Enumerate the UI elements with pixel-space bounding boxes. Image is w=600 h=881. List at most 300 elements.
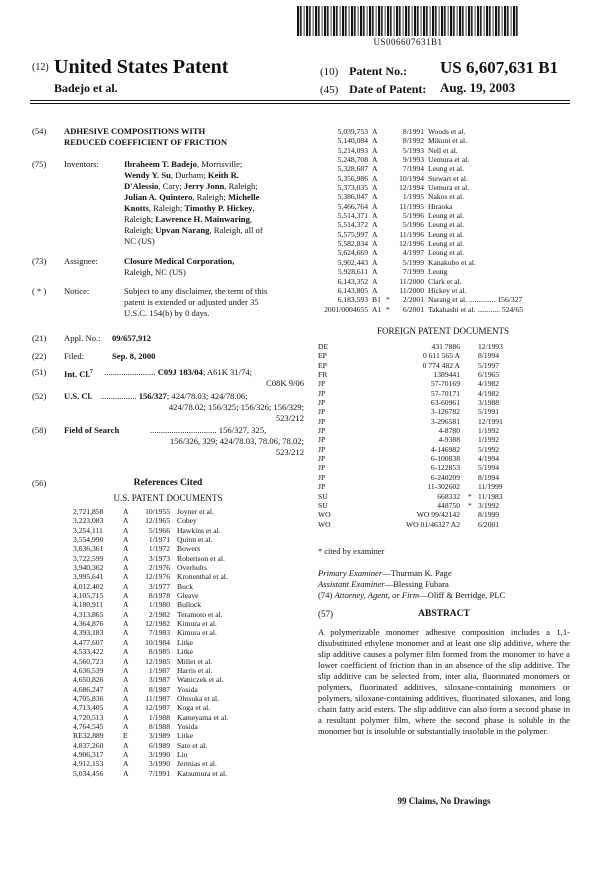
claims-count: 99 Claims, No Drawings <box>397 796 491 806</box>
reference-row <box>73 554 305 563</box>
notice-line: patent is extended or adjusted under 35 <box>124 297 259 307</box>
ref-number: 4,477,607 <box>73 637 104 647</box>
ref-number: 4,533,422 <box>73 647 104 657</box>
examiners-block <box>318 568 578 601</box>
ref-name: Leung et al. <box>428 239 465 249</box>
ref-number: 3,223,083 <box>73 516 104 526</box>
ref-date: 3/1977 <box>148 581 170 591</box>
ref-date: 5/1966 <box>148 525 170 535</box>
reference-row <box>73 591 305 600</box>
ref-date: 10/1955 <box>145 507 170 516</box>
inventor-line: Ibraheem T. Badejo, Morrisville; <box>124 159 243 169</box>
barcode-bar <box>432 6 434 36</box>
ref-number: 4,560,723 <box>73 656 104 666</box>
reference-row <box>73 563 305 572</box>
foreign-row <box>318 520 570 529</box>
barcode-bar <box>390 6 392 36</box>
fos-line3: 523/212 <box>275 447 304 457</box>
ref-name: Kimura et al. <box>177 628 217 638</box>
patent-number-label-text: Patent No.: <box>349 64 408 78</box>
reference-row <box>73 647 305 656</box>
ref-date: 3/1990 <box>148 749 170 759</box>
uscl-line2: 424/78.02; 156/325; 156/326; 156/329; <box>168 402 304 412</box>
barcode-bar <box>315 6 317 36</box>
ref-kind: A <box>123 647 129 657</box>
primary-examiner <box>318 568 578 579</box>
primary-examiner-label: Primary Examiner <box>318 568 383 578</box>
barcode-bar <box>493 6 494 36</box>
ref-name: Waniczek et al. <box>177 675 224 685</box>
ref-number: 5,214,093 <box>337 145 368 155</box>
foreign-number: WO 01/46327 A2 <box>406 519 460 529</box>
reference-row <box>312 220 574 229</box>
reference-row <box>312 295 574 304</box>
title-line-1: ADHESIVE COMPOSITIONS WITH <box>64 126 206 136</box>
ref-date: 6/1989 <box>148 740 170 750</box>
us-cl-section <box>32 391 304 427</box>
foreign-date: 4/1994 <box>478 454 500 464</box>
ref-kind: A <box>123 563 129 573</box>
header-rule-thick <box>30 100 570 101</box>
foreign-country: JP <box>318 463 326 473</box>
assistant-examiner-name: —Blessing Fubara <box>384 579 449 589</box>
ref-name: Uemura et al. <box>428 155 470 165</box>
foreign-date: 3/1988 <box>478 398 500 408</box>
barcode-bar <box>313 6 314 36</box>
int-cl-section <box>32 367 304 391</box>
field-of-search-section <box>32 425 304 461</box>
intcl-label-wrap <box>64 367 93 380</box>
attorney-label: Attorney, Agent, or Firm <box>334 590 420 600</box>
patent-number-value: US 6,607,631 B1 <box>440 58 559 77</box>
ref-number: 5,466,764 <box>337 201 368 211</box>
foreign-row <box>318 463 570 472</box>
ref-date: 12/1965 <box>145 516 170 526</box>
inventors-label: Inventors: <box>64 159 99 169</box>
header-rule-thin <box>30 103 570 104</box>
ref-number: 4,105,715 <box>73 591 104 601</box>
ref-kind: A <box>372 155 378 165</box>
ref-name: Leung et al. <box>428 164 465 174</box>
barcode-bar <box>331 6 332 36</box>
ref-name: Leung <box>428 267 448 277</box>
uscl-dots: ................. <box>100 391 137 401</box>
foreign-country: DE <box>318 342 329 351</box>
ref-date: 2/1976 <box>148 563 170 573</box>
uscl-line1 <box>100 391 248 402</box>
ref-number: 6,143,352 <box>337 276 368 286</box>
reference-row <box>312 239 574 248</box>
ref-date: 7/1994 <box>402 164 424 174</box>
reference-row <box>73 526 305 535</box>
ref-date: 8/1985 <box>148 647 170 657</box>
title-section <box>32 126 302 150</box>
foreign-number: 11-302602 <box>427 482 460 492</box>
ref-kind: A <box>123 684 129 694</box>
appl-label: Appl. No.: <box>64 333 101 343</box>
ref-number: 5,386,047 <box>337 192 368 202</box>
ref-number: 5,248,708 <box>337 155 368 165</box>
barcode-bar <box>333 6 335 36</box>
foreign-number: 57-70171 <box>430 388 460 398</box>
ref-kind: A <box>123 525 129 535</box>
foreign-number: 448750 <box>437 500 460 510</box>
ref-name: Millet et al. <box>177 656 213 666</box>
barcode-bar <box>507 6 509 36</box>
foreign-country: EP <box>318 360 327 370</box>
ref-number: 4,705,836 <box>73 693 104 703</box>
barcode-bar <box>489 6 491 36</box>
abstract-heading <box>318 609 570 621</box>
ref-number: 2001/0004655 <box>324 304 368 314</box>
inventor-line: Julian A. Quintero, Raleigh; Michelle <box>124 192 260 202</box>
title-line-2: REDUCED COEFFICIENT OF FRICTION <box>64 137 228 147</box>
ref-kind: A <box>123 712 129 722</box>
notice-line: U.S.C. 154(b) by 0 days. <box>124 308 210 318</box>
foreign-date: 4/1982 <box>478 388 500 398</box>
barcode-bar <box>360 6 362 36</box>
ref-name: Nell et al. <box>428 145 458 155</box>
foreign-row <box>318 389 570 398</box>
foreign-country: SU <box>318 491 328 501</box>
ref-number: 4,393,183 <box>73 628 104 638</box>
barcode-bar <box>345 6 347 36</box>
barcode-bar <box>462 6 464 36</box>
ref-date: 6/2001 <box>402 304 424 314</box>
barcode-bar <box>444 6 446 36</box>
foreign-number: 63-60961 <box>430 398 460 408</box>
abstract-text: A polymerizable monomer adhesive composition includes a 1,1-disubstituted ethylene monomer and at least one slip additive, where the slip additive causes a polymer film formed from the monomer to have a lower coefficient of friction than in an absence of the slip additive. The slip additive can be selected from, inter alia, fluorinated monomers or polymers, fluorinated additives, siloxane-containing monomers or polymers, siloxane-containing additives, fluorinated siloxanes, and long chain fatty acid esters. The slip additive can also form a second phase in a resultant polymer film, where the second phase is soluble in the monomer but is insoluble or substantially insoluble in the polymer. <box>318 627 570 736</box>
barcode-bar <box>304 6 305 36</box>
ref-name: Bullock <box>177 600 202 610</box>
barcode-bar <box>396 6 398 36</box>
foreign-references <box>318 342 570 529</box>
ref-number: 4,713,405 <box>73 703 104 713</box>
fos-line1 <box>150 425 266 436</box>
ref-name: Yosida <box>177 721 198 731</box>
intcl-value-rest: ; A61K 31/74; <box>202 367 253 377</box>
reference-row <box>73 535 305 544</box>
fos-code: (58) <box>32 425 47 435</box>
barcode-bar <box>358 6 359 36</box>
ref-kind: A <box>372 248 378 258</box>
barcode-bar <box>441 6 443 36</box>
ref-name: Kimura et al. <box>177 619 217 629</box>
ref-date: 4/1997 <box>402 248 424 258</box>
reference-row <box>73 703 305 712</box>
barcode-bar <box>457 6 458 36</box>
uscl-code: (52) <box>32 391 47 401</box>
reference-row <box>73 628 305 637</box>
reference-row <box>312 267 574 276</box>
ref-number: 3,722,599 <box>73 553 104 563</box>
foreign-row <box>318 407 570 416</box>
ref-kind: A <box>372 145 378 155</box>
barcode-bar <box>399 6 401 36</box>
attorney <box>318 590 578 601</box>
appl-no-section <box>32 333 302 345</box>
assistant-examiner-label: Assistant Examiner <box>318 579 385 589</box>
ref-kind: B1 <box>372 295 381 305</box>
ref-name: Uemura et al. <box>428 183 470 193</box>
ref-date: 12/1985 <box>145 656 170 666</box>
barcode-bar <box>354 6 356 36</box>
ref-number: 5,328,687 <box>337 164 368 174</box>
foreign-number: 1389441 <box>433 370 460 380</box>
foreign-number: 0 774 482 A <box>422 360 460 370</box>
reference-row <box>312 230 574 239</box>
foreign-number: 57-70169 <box>430 379 460 389</box>
inventor-line: Wendy Y. Su, Durham; Keith R. <box>124 170 239 180</box>
ref-kind: A <box>372 276 378 286</box>
intcl-line1 <box>104 367 252 378</box>
reference-row <box>73 666 305 675</box>
ref-number: 5,575,997 <box>337 229 368 239</box>
barcode-bar <box>340 6 341 36</box>
ref-name: Gleave <box>177 591 199 601</box>
foreign-docs-title: FOREIGN PATENT DOCUMENTS <box>376 326 510 336</box>
barcode-bar <box>450 6 452 36</box>
ref-name: Kanakubo et al. <box>428 257 476 267</box>
foreign-country: WO <box>318 510 331 520</box>
ref-name: Clark et al. <box>428 276 462 286</box>
ref-kind: A <box>123 572 129 582</box>
foreign-country: EP <box>318 351 327 361</box>
barcode-bar <box>412 6 413 36</box>
uscl-value-rest: ; 424/78.03; 424/78.06; <box>166 391 248 401</box>
ref-kind: E <box>123 731 128 741</box>
barcode-bar <box>403 6 404 36</box>
foreign-country: JP <box>318 416 326 426</box>
ref-date: 8/1991 <box>402 127 424 136</box>
intcl-label: Int. Cl. <box>64 368 91 379</box>
foreign-date: 5/1994 <box>478 463 500 473</box>
barcode-bar <box>430 6 431 36</box>
ref-name: Cobey <box>177 516 197 526</box>
ref-kind: A <box>123 665 129 675</box>
ref-date: 11/2000 <box>399 276 424 286</box>
ref-date: 12/1982 <box>145 619 170 629</box>
filed-label: Filed: <box>64 351 85 361</box>
reference-row <box>73 759 305 768</box>
inventors-list <box>124 159 304 247</box>
ref-name: Litke <box>177 731 194 741</box>
ref-kind: A <box>372 192 378 202</box>
ref-kind: A <box>123 637 129 647</box>
ref-name: Leung et al. <box>428 220 465 230</box>
ref-date: 1/1987 <box>148 665 170 675</box>
reference-row <box>73 722 305 731</box>
ref-kind: A <box>123 516 129 526</box>
notice-line: Subject to any disclaimer, the term of this <box>124 286 268 296</box>
barcode-bar <box>322 6 323 36</box>
foreign-number: 3-296581 <box>430 416 460 426</box>
ref-star: * <box>386 304 390 314</box>
ref-name: Ohtsuka et al. <box>177 693 219 703</box>
ref-name: Liu <box>177 749 188 759</box>
barcode-bar <box>414 6 416 36</box>
ref-name: Harris et al. <box>177 665 213 675</box>
ref-number: 3,636,361 <box>73 544 104 554</box>
foreign-number: 3-126782 <box>430 407 460 417</box>
refs-title: References Cited <box>133 478 203 488</box>
ref-kind: A <box>372 173 378 183</box>
reference-row <box>73 638 305 647</box>
reference-row <box>73 507 305 516</box>
barcode-bar <box>495 6 497 36</box>
ref-date: 5/1996 <box>402 211 424 221</box>
foreign-row <box>318 482 570 491</box>
foreign-row <box>318 351 570 360</box>
ref-kind: A <box>123 600 129 610</box>
barcode-bar <box>516 6 518 36</box>
appl-value: 09/657,912 <box>112 333 151 343</box>
ref-date: 3/1989 <box>148 731 170 741</box>
fos-value: 156/327, 325, <box>218 425 267 435</box>
ref-date: 3/1973 <box>148 553 170 563</box>
foreign-number: 6-122853 <box>430 463 460 473</box>
ref-number: RE32,889 <box>73 731 104 741</box>
foreign-number: WO 99/42142 <box>416 510 460 520</box>
inventor-short: Badejo et al. <box>54 81 118 95</box>
ref-number: 6,183,593 <box>337 295 368 305</box>
ref-name: Buck <box>177 581 194 591</box>
ref-date: 11/1996 <box>399 229 424 239</box>
ref-kind: A1 <box>372 304 382 314</box>
ref-number: 5,356,986 <box>337 173 368 183</box>
inventor-line: D'Alessio, Cary; Jerry Jonn, Raleigh; <box>124 181 258 191</box>
ref-name: Sato et al. <box>177 740 208 750</box>
assignee-label: Assignee: <box>64 256 98 266</box>
ref-date: 5/1996 <box>402 220 424 230</box>
attorney-name: —Oliff & Berridge, PLC <box>419 590 506 600</box>
ref-name: Teramoto et al. <box>177 609 223 619</box>
barcode-bar <box>387 6 389 36</box>
reference-row <box>312 248 574 257</box>
ref-name: Leung et al. <box>428 248 465 258</box>
foreign-date: 11/1999 <box>478 482 503 492</box>
foreign-country: JP <box>318 482 326 492</box>
patent-number-code: (10) <box>320 66 339 78</box>
reference-row <box>73 769 305 778</box>
ref-number: 4,686,247 <box>73 684 104 694</box>
inventors-code: (75) <box>32 159 47 169</box>
ref-date: 8/1987 <box>148 684 170 694</box>
assistant-examiner <box>318 579 578 590</box>
ref-date: 7/1983 <box>148 628 170 638</box>
barcode-bar <box>459 6 461 36</box>
ref-name: Hickey et al. <box>428 285 467 295</box>
attorney-code: (74) <box>318 590 333 600</box>
reference-row <box>312 202 574 211</box>
ref-kind: A <box>123 703 129 713</box>
assignee-name: Closure Medical Corporation, <box>124 256 235 266</box>
foreign-date: 5/1992 <box>478 444 500 454</box>
ref-kind: A <box>123 759 129 769</box>
appl-code: (21) <box>32 333 47 343</box>
reference-row <box>73 675 305 684</box>
ref-date: 1/1988 <box>148 712 170 722</box>
barcode-bar <box>342 6 344 36</box>
ref-kind: A <box>123 768 129 778</box>
ref-date: 1/1980 <box>148 600 170 610</box>
barcode-bar <box>394 6 395 36</box>
patent-date-value: Aug. 19, 2003 <box>440 80 516 95</box>
ref-date: 5/1993 <box>402 145 424 155</box>
barcode-bar <box>363 6 365 36</box>
barcode-bar <box>475 6 476 36</box>
filed-section <box>32 351 302 363</box>
ref-number: 4,364,876 <box>73 619 104 629</box>
ref-name: Narang et al. .............. 156/327 <box>428 295 523 305</box>
foreign-number: 431 7886 <box>431 342 460 351</box>
filed-value: Sep. 8, 2000 <box>112 351 156 361</box>
ref-kind: A <box>372 229 378 239</box>
reference-row <box>73 741 305 750</box>
ref-name: Leung et al. <box>428 229 465 239</box>
barcode-bar <box>385 6 386 36</box>
patent-number-label <box>320 64 407 79</box>
foreign-country: FR <box>318 370 328 380</box>
ref-date: 1/1972 <box>148 544 170 554</box>
assignee-code: (73) <box>32 256 47 266</box>
barcode-bar <box>369 6 371 36</box>
ref-name: Mikuni et al. <box>428 136 468 146</box>
barcode-bar <box>466 6 467 36</box>
ref-number: 3,940,362 <box>73 563 104 573</box>
ref-number: 5,514,371 <box>337 211 368 221</box>
reference-row <box>73 713 305 722</box>
barcode-bar <box>423 6 425 36</box>
foreign-row <box>318 501 570 510</box>
barcode-bar <box>318 6 320 36</box>
ref-kind: A <box>123 581 129 591</box>
ref-date: 12/1976 <box>145 572 170 582</box>
barcode-bar <box>351 6 353 36</box>
reference-row <box>73 685 305 694</box>
barcode-bar <box>381 6 383 36</box>
foreign-country: WO <box>318 519 331 529</box>
foreign-date: 5/1991 <box>478 407 500 417</box>
abstract-code: (57) <box>318 609 333 619</box>
ref-kind: A <box>123 544 129 554</box>
ref-number: 5,902,443 <box>337 257 368 267</box>
foreign-row <box>318 445 570 454</box>
ref-number: 5,034,456 <box>73 768 104 778</box>
ref-kind: A <box>372 211 378 221</box>
foreign-country: JP <box>318 472 326 482</box>
reference-row <box>73 610 305 619</box>
ref-date: 10/1984 <box>145 637 170 647</box>
ref-kind: A <box>123 619 129 629</box>
foreign-country: JP <box>318 426 326 436</box>
reference-row <box>312 192 574 201</box>
foreign-date: 8/1999 <box>478 510 500 520</box>
barcode-bar <box>405 6 407 36</box>
barcode-bar <box>327 6 329 36</box>
abstract-title: ABSTRACT <box>418 609 470 619</box>
reference-row <box>312 305 574 314</box>
ref-kind: A <box>372 136 378 146</box>
intcl-code: (51) <box>32 367 47 377</box>
reference-row <box>312 136 574 145</box>
barcode-bar <box>477 6 479 36</box>
ref-name: Koga et al. <box>177 703 211 713</box>
ref-kind: A <box>372 239 378 249</box>
ref-kind: A <box>123 507 129 516</box>
foreign-country: SU <box>318 500 328 510</box>
foreign-country: JP <box>318 444 326 454</box>
